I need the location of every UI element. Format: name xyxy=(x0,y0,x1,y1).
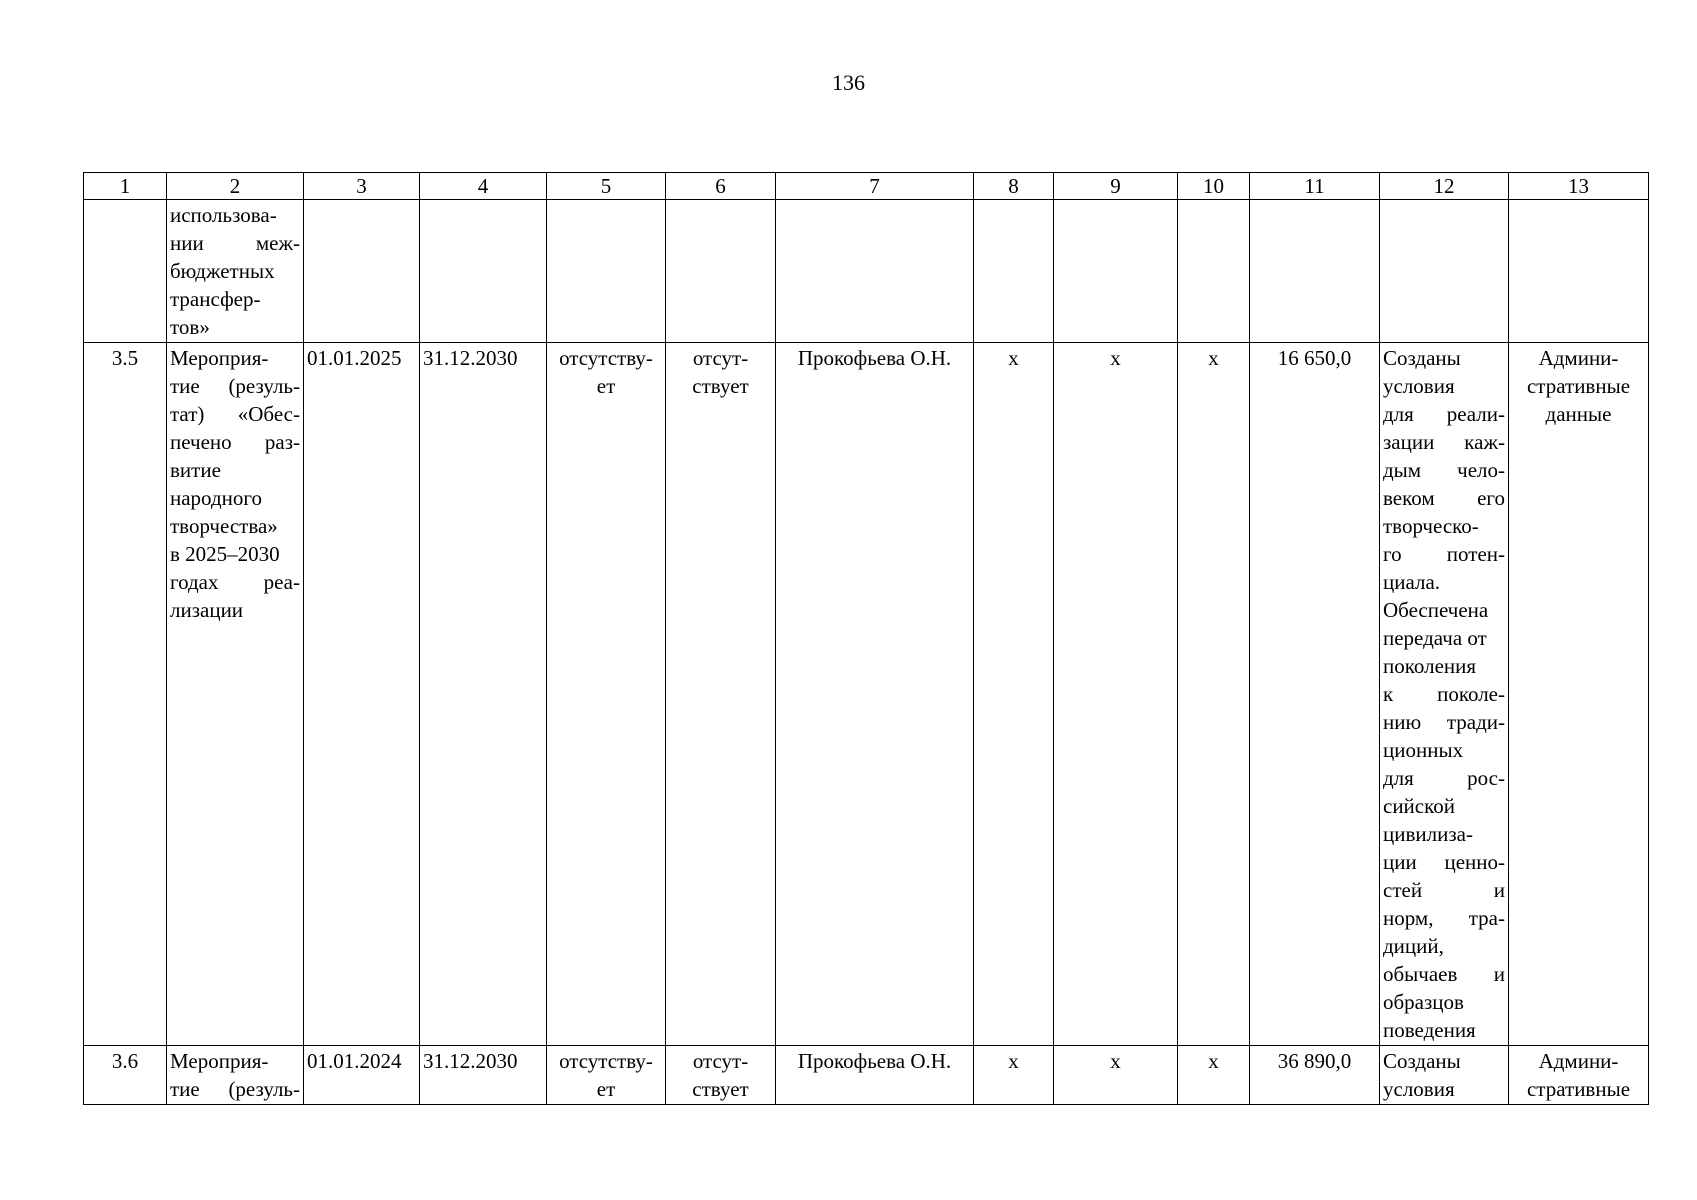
amount: 16 650,0 xyxy=(1250,343,1380,1046)
col10-cell: х xyxy=(1178,343,1250,1046)
start-date: 01.01.2025 xyxy=(304,343,420,1046)
end-date: 31.12.2030 xyxy=(420,343,547,1046)
col-header: 8 xyxy=(974,173,1054,200)
col-header: 11 xyxy=(1250,173,1380,200)
col-header: 9 xyxy=(1054,173,1178,200)
table-row xyxy=(84,1046,1649,1105)
col9-cell: х xyxy=(1054,1046,1178,1105)
table-row-continuation xyxy=(84,200,1649,343)
col5-cell: отсутству- ет xyxy=(547,343,666,1046)
col6-cell: отсут- ствует xyxy=(666,1046,776,1105)
row-number: 3.6 xyxy=(84,1046,167,1105)
amount: 36 890,0 xyxy=(1250,1046,1380,1105)
col8-cell: х xyxy=(974,1046,1054,1105)
col10-cell: х xyxy=(1178,1046,1250,1105)
row-number: 3.5 xyxy=(84,343,167,1046)
responsible: Прокофьева О.Н. xyxy=(776,1046,974,1105)
result-cell: Созданы условия xyxy=(1380,1046,1509,1105)
start-date: 01.01.2024 xyxy=(304,1046,420,1105)
table-row xyxy=(84,343,1649,1046)
name-cell: Мероприя- тие (резуль- xyxy=(167,1046,304,1105)
name-cell: Мероприя- тие (резуль- тат) «Обес- печено раз- витие народного творчества» в 2025–2030 годах реа- лизации xyxy=(167,343,304,1046)
col-header: 3 xyxy=(304,173,420,200)
col-header: 2 xyxy=(167,173,304,200)
col-header: 5 xyxy=(547,173,666,200)
col-header: 12 xyxy=(1380,173,1509,200)
col6-cell: отсут- ствует xyxy=(666,343,776,1046)
source-cell: Админи- стративные данные xyxy=(1509,343,1649,1046)
measures-table xyxy=(83,172,1649,1105)
col-header: 4 xyxy=(420,173,547,200)
table-header-row xyxy=(84,173,1649,200)
col-header: 13 xyxy=(1509,173,1649,200)
col-header: 10 xyxy=(1178,173,1250,200)
name-cell: использова- нии меж- бюджетных трансфер- тов» xyxy=(167,200,304,343)
col-header: 6 xyxy=(666,173,776,200)
col-header: 7 xyxy=(776,173,974,200)
end-date: 31.12.2030 xyxy=(420,1046,547,1105)
col-header: 1 xyxy=(84,173,167,200)
responsible: Прокофьева О.Н. xyxy=(776,343,974,1046)
col5-cell: отсутству- ет xyxy=(547,1046,666,1105)
result-cell: Созданы условия для реали- зации каж- дым чело- веком его творческо- го потен- циала. Обеспечена передача от поколения к поколе- нию тради- ционных для рос- сийской цивилиза- ции ценно- стей и норм, тра- диций, обычаев и образцов поведения xyxy=(1380,343,1509,1046)
source-cell: Админи- стративные xyxy=(1509,1046,1649,1105)
col9-cell: х xyxy=(1054,343,1178,1046)
page-number: 136 xyxy=(832,70,865,95)
col8-cell: х xyxy=(974,343,1054,1046)
